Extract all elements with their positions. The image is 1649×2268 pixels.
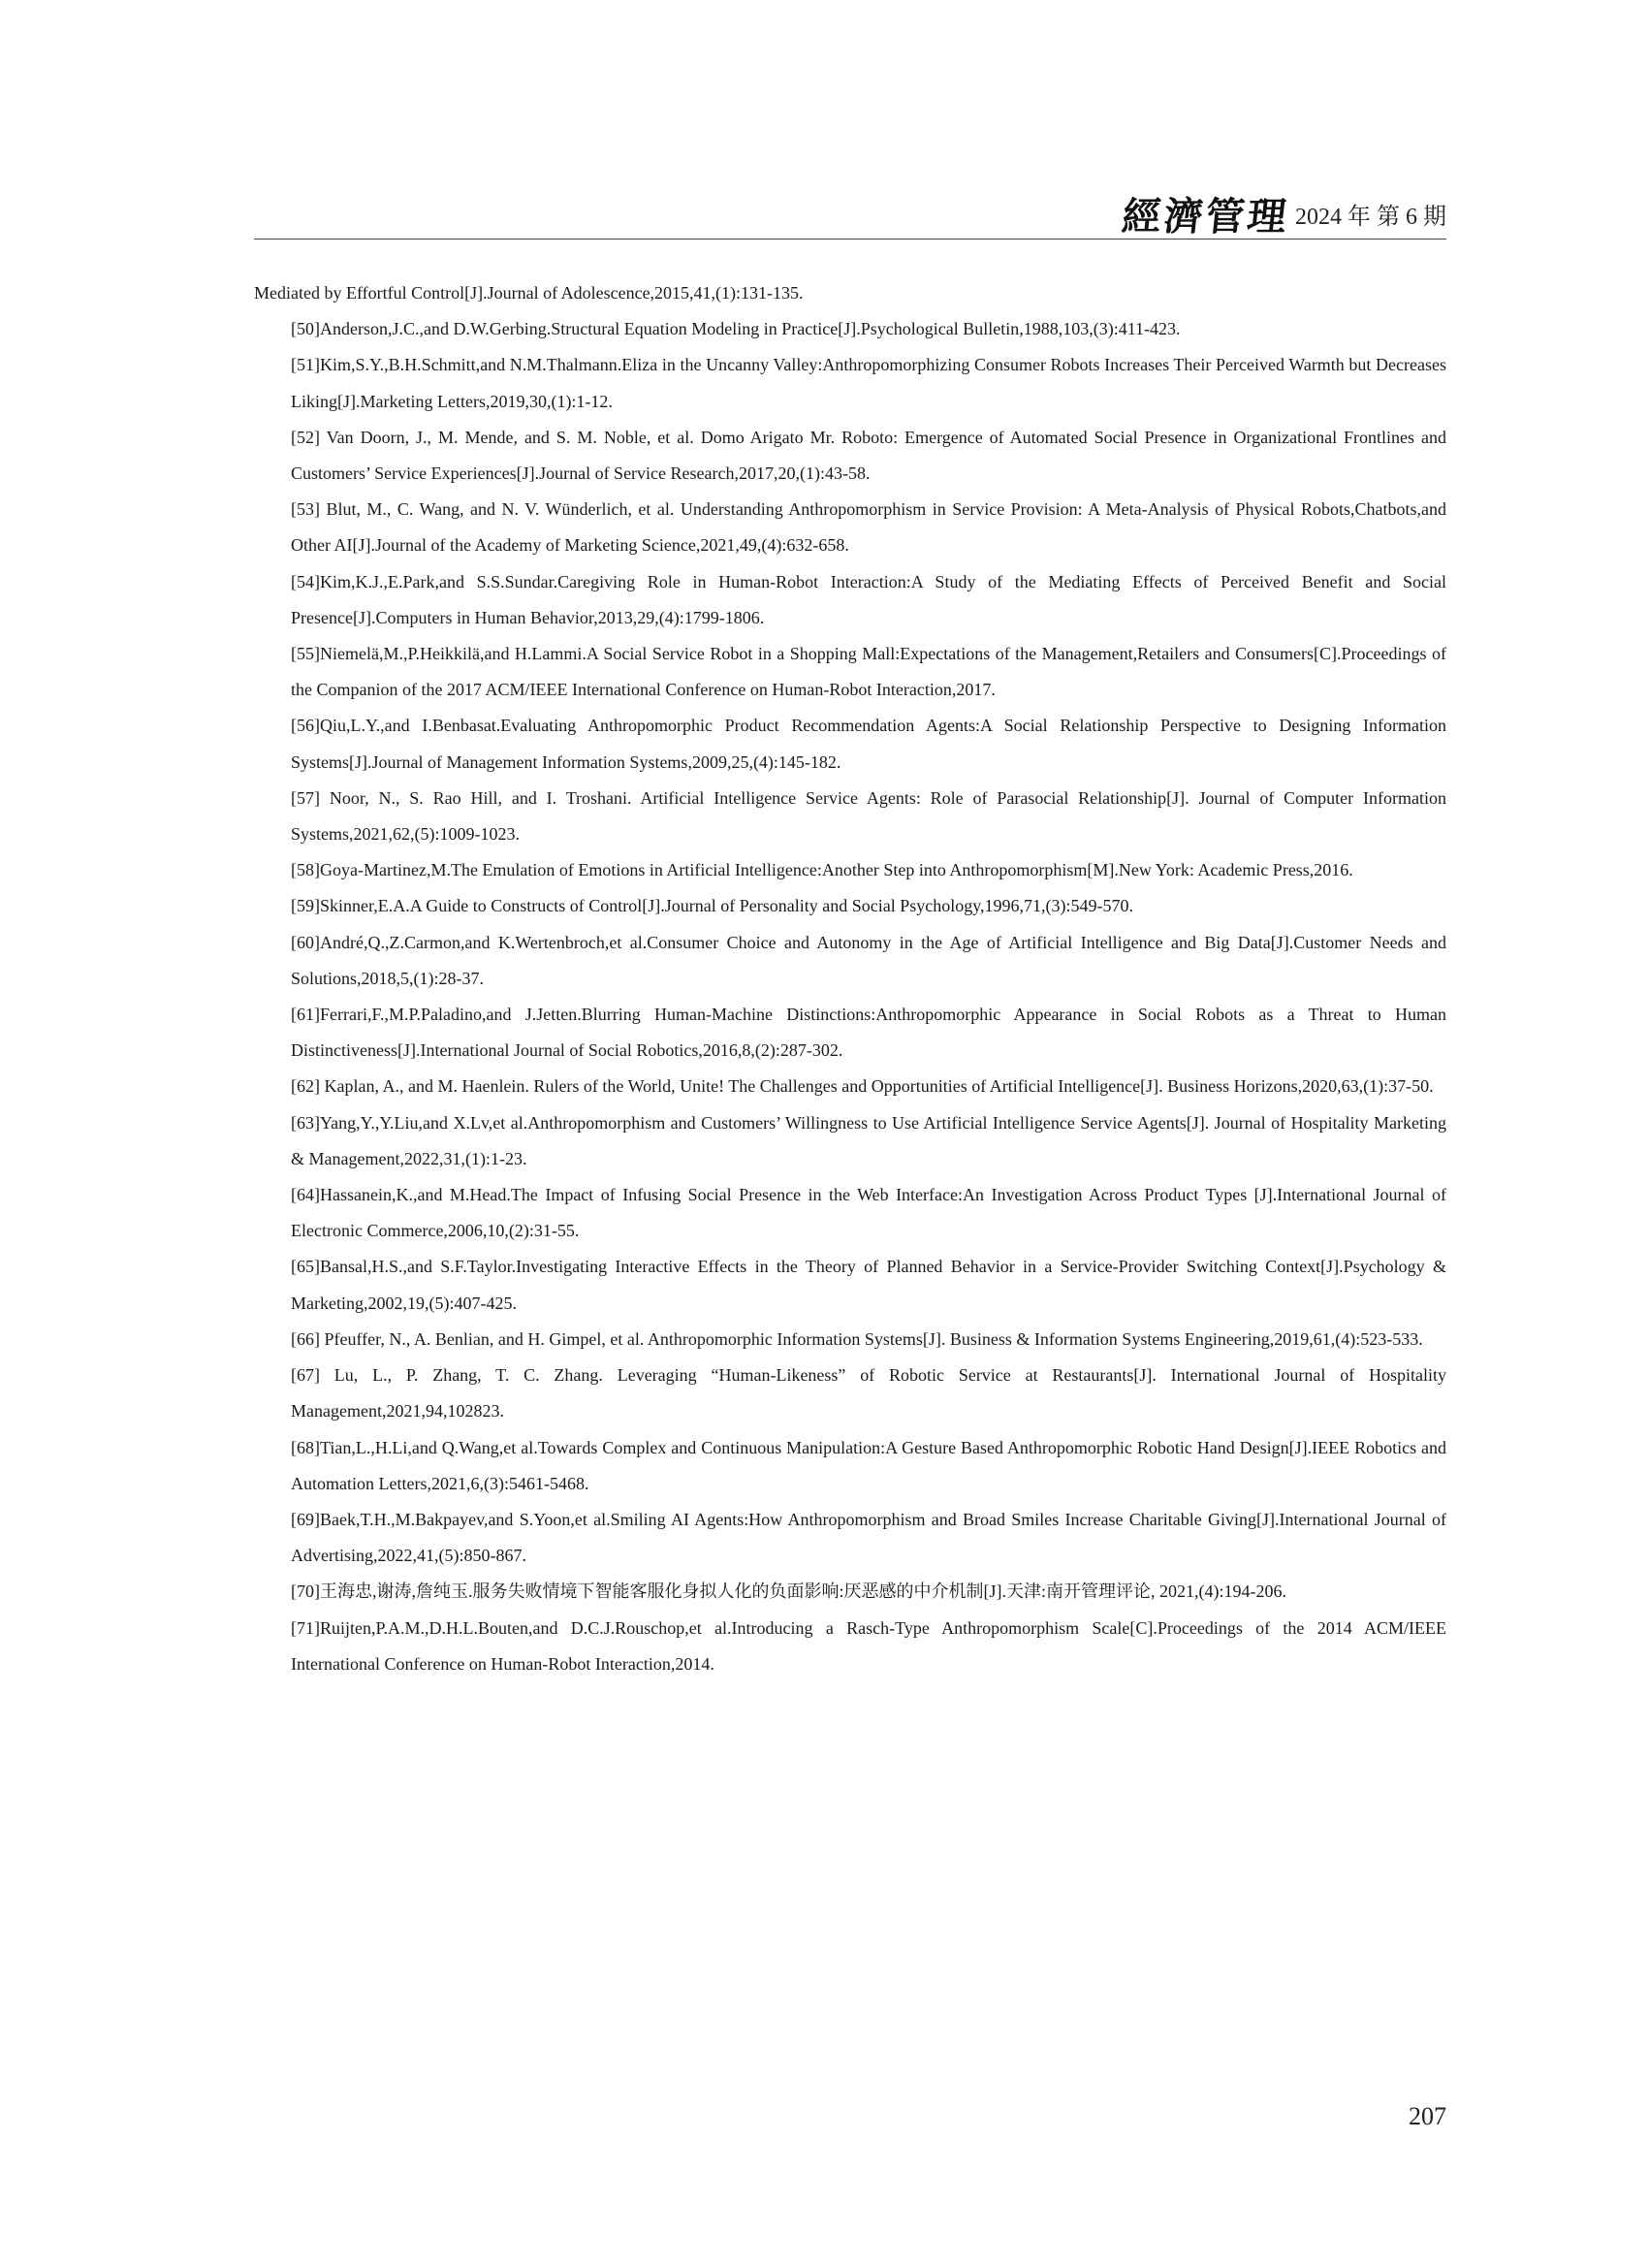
reference-item: [60]André,Q.,Z.Carmon,and K.Wertenbroch,et al.Consumer Choice and Autonomy in the Age of Artificial Intelligence and Big Data[J].Customer Needs and Solutions,2018,5,(1):28-37. [291,932,1446,988]
reference-item: [62] Kaplan, A., and M. Haenlein. Rulers of the World, Unite! The Challenges and Opportunities of Artificial Intelligence[J]. Business Horizons,2020,63,(1):37-50. [291,1076,1434,1097]
reference-item: [55]Niemelä,M.,P.Heikkilä,and H.Lammi.A Social Service Robot in a Shopping Mall:Expectations of the Management,Retailers and Consumers[C].Proceedings of the Companion of the 2017 ACM/IEEE International Conference on Human-Robot Interaction,2017. [291,644,1446,700]
reference-item: [68]Tian,L.,H.Li,and Q.Wang,et al.Towards Complex and Continuous Manipulation:A Gesture Based Anthropomorphic Robotic Hand Design[J].IEEE Robotics and Automation Letters,2021,6,(3):5461-5468. [291,1437,1446,1493]
reference-item: Mediated by Effortful Control[J].Journal of Adolescence,2015,41,(1):131-135. [254,283,804,303]
reference-item: [65]Bansal,H.S.,and S.F.Taylor.Investigating Interactive Effects in the Theory of Planned Behavior in a Service-Provider Switching Context[J].Psychology & Marketing,2002,19,(5):407-425. [291,1257,1446,1313]
reference-item: [66] Pfeuffer, N., A. Benlian, and H. Gimpel, et al. Anthropomorphic Information Systems[J]. Business & Information Systems Engineering,2019,61,(4):523-533. [291,1328,1423,1349]
reference-list [254,275,1446,1682]
reference-item: [58]Goya-Martinez,M.The Emulation of Emotions in Artificial Intelligence:Another Step into Anthropomorphism[M].New York: Academic Press,2016. [291,860,1353,880]
reference-item: [53] Blut, M., C. Wang, and N. V. Wünderlich, et al. Understanding Anthropomorphism in Service Provision: A Meta-Analysis of Physical Robots,Chatbots,and Other AI[J].Journal of the Academy of Marketing Science,2021,49,(4):632-658. [291,499,1446,556]
reference-item: [64]Hassanein,K.,and M.Head.The Impact of Infusing Social Presence in the Web Interface:An Investigation Across Product Types [J].International Journal of Electronic Commerce,2006,10,(2):31-55. [291,1185,1446,1241]
running-header [254,188,1446,240]
reference-item: [69]Baek,T.H.,M.Bakpayev,and S.Yoon,et al.Smiling AI Agents:How Anthropomorphism and Broad Smiles Increase Charitable Giving[J].International Journal of Advertising,2022,41,(5):850-867. [291,1509,1446,1566]
reference-item: [51]Kim,S.Y.,B.H.Schmitt,and N.M.Thalmann.Eliza in the Uncanny Valley:Anthropomorphizing Consumer Robots Increases Their Perceived Warmth but Decreases Liking[J].Marketing Letters,2019,30,(1):1-12. [291,355,1446,411]
reference-item: [70]王海忠,谢涛,詹纯玉.服务失败情境下智能客服化身拟人化的负面影响:厌恶感的中介机制[J].天津:南开管理评论, 2021,(4):194-206. [291,1581,1286,1602]
reference-item: [63]Yang,Y.,Y.Liu,and X.Lv,et al.Anthropomorphism and Customers’ Willingness to Use Artificial Intelligence Service Agents[J]. Journal of Hospitality Marketing & Management,2022,31,(1):1-23. [291,1112,1446,1168]
reference-item: [56]Qiu,L.Y.,and I.Benbasat.Evaluating Anthropomorphic Product Recommendation Agents:A Social Relationship Perspective to Designing Information Systems[J].Journal of Management Information Systems,2009,25,(4):145-182. [291,716,1446,772]
reference-item: [59]Skinner,E.A.A Guide to Constructs of Control[J].Journal of Personality and Social Psychology,1996,71,(3):549-570. [291,896,1134,916]
reference-item: [61]Ferrari,F.,M.P.Paladino,and J.Jetten.Blurring Human-Machine Distinctions:Anthropomorphic Appearance in Social Robots as a Threat to Human Distinctiveness[J].International Journal of Social Robotics,2016,8,(2):287-302. [291,1005,1446,1061]
reference-item: [52] Van Doorn, J., M. Mende, and S. M. Noble, et al. Domo Arigato Mr. Roboto: Emergence of Automated Social Presence in Organizational Frontlines and Customers’ Service Experiences[J].Journal of Service Research,2017,20,(1):43-58. [291,427,1446,484]
reference-item: [57] Noor, N., S. Rao Hill, and I. Troshani. Artificial Intelligence Service Agents: Role of Parasocial Relationship[J]. Journal of Computer Information Systems,2021,62,(5):1009-1023. [291,787,1446,845]
journal-masthead [1120,188,1446,240]
journal-logo: 經濟管理 [1120,193,1292,240]
reference-item: [67] Lu, L., P. Zhang, T. C. Zhang. Leveraging “Human-Likeness” of Robotic Service at Restaurants[J]. International Journal of Hospitality Management,2021,94,102823. [291,1365,1446,1421]
reference-item: [71]Ruijten,P.A.M.,D.H.L.Bouten,and D.C.J.Rouschop,et al.Introducing a Rasch-Type Anthropomorphism Scale[C].Proceedings of the 2014 ACM/IEEE International Conference on Human-Robot Interaction,2014. [291,1617,1446,1674]
reference-item: [54]Kim,K.J.,E.Park,and S.S.Sundar.Caregiving Role in Human-Robot Interaction:A Study of the Mediating Effects of Perceived Benefit and Social Presence[J].Computers in Human Behavior,2013,29,(4):1799-1806. [291,571,1446,627]
page-number: 207 [1409,2102,1446,2130]
reference-item: [50]Anderson,J.C.,and D.W.Gerbing.Structural Equation Modeling in Practice[J].Psychological Bulletin,1988,103,(3):411-423. [291,319,1181,339]
issue-label: 2024 年 第 6 期 [1295,204,1446,230]
